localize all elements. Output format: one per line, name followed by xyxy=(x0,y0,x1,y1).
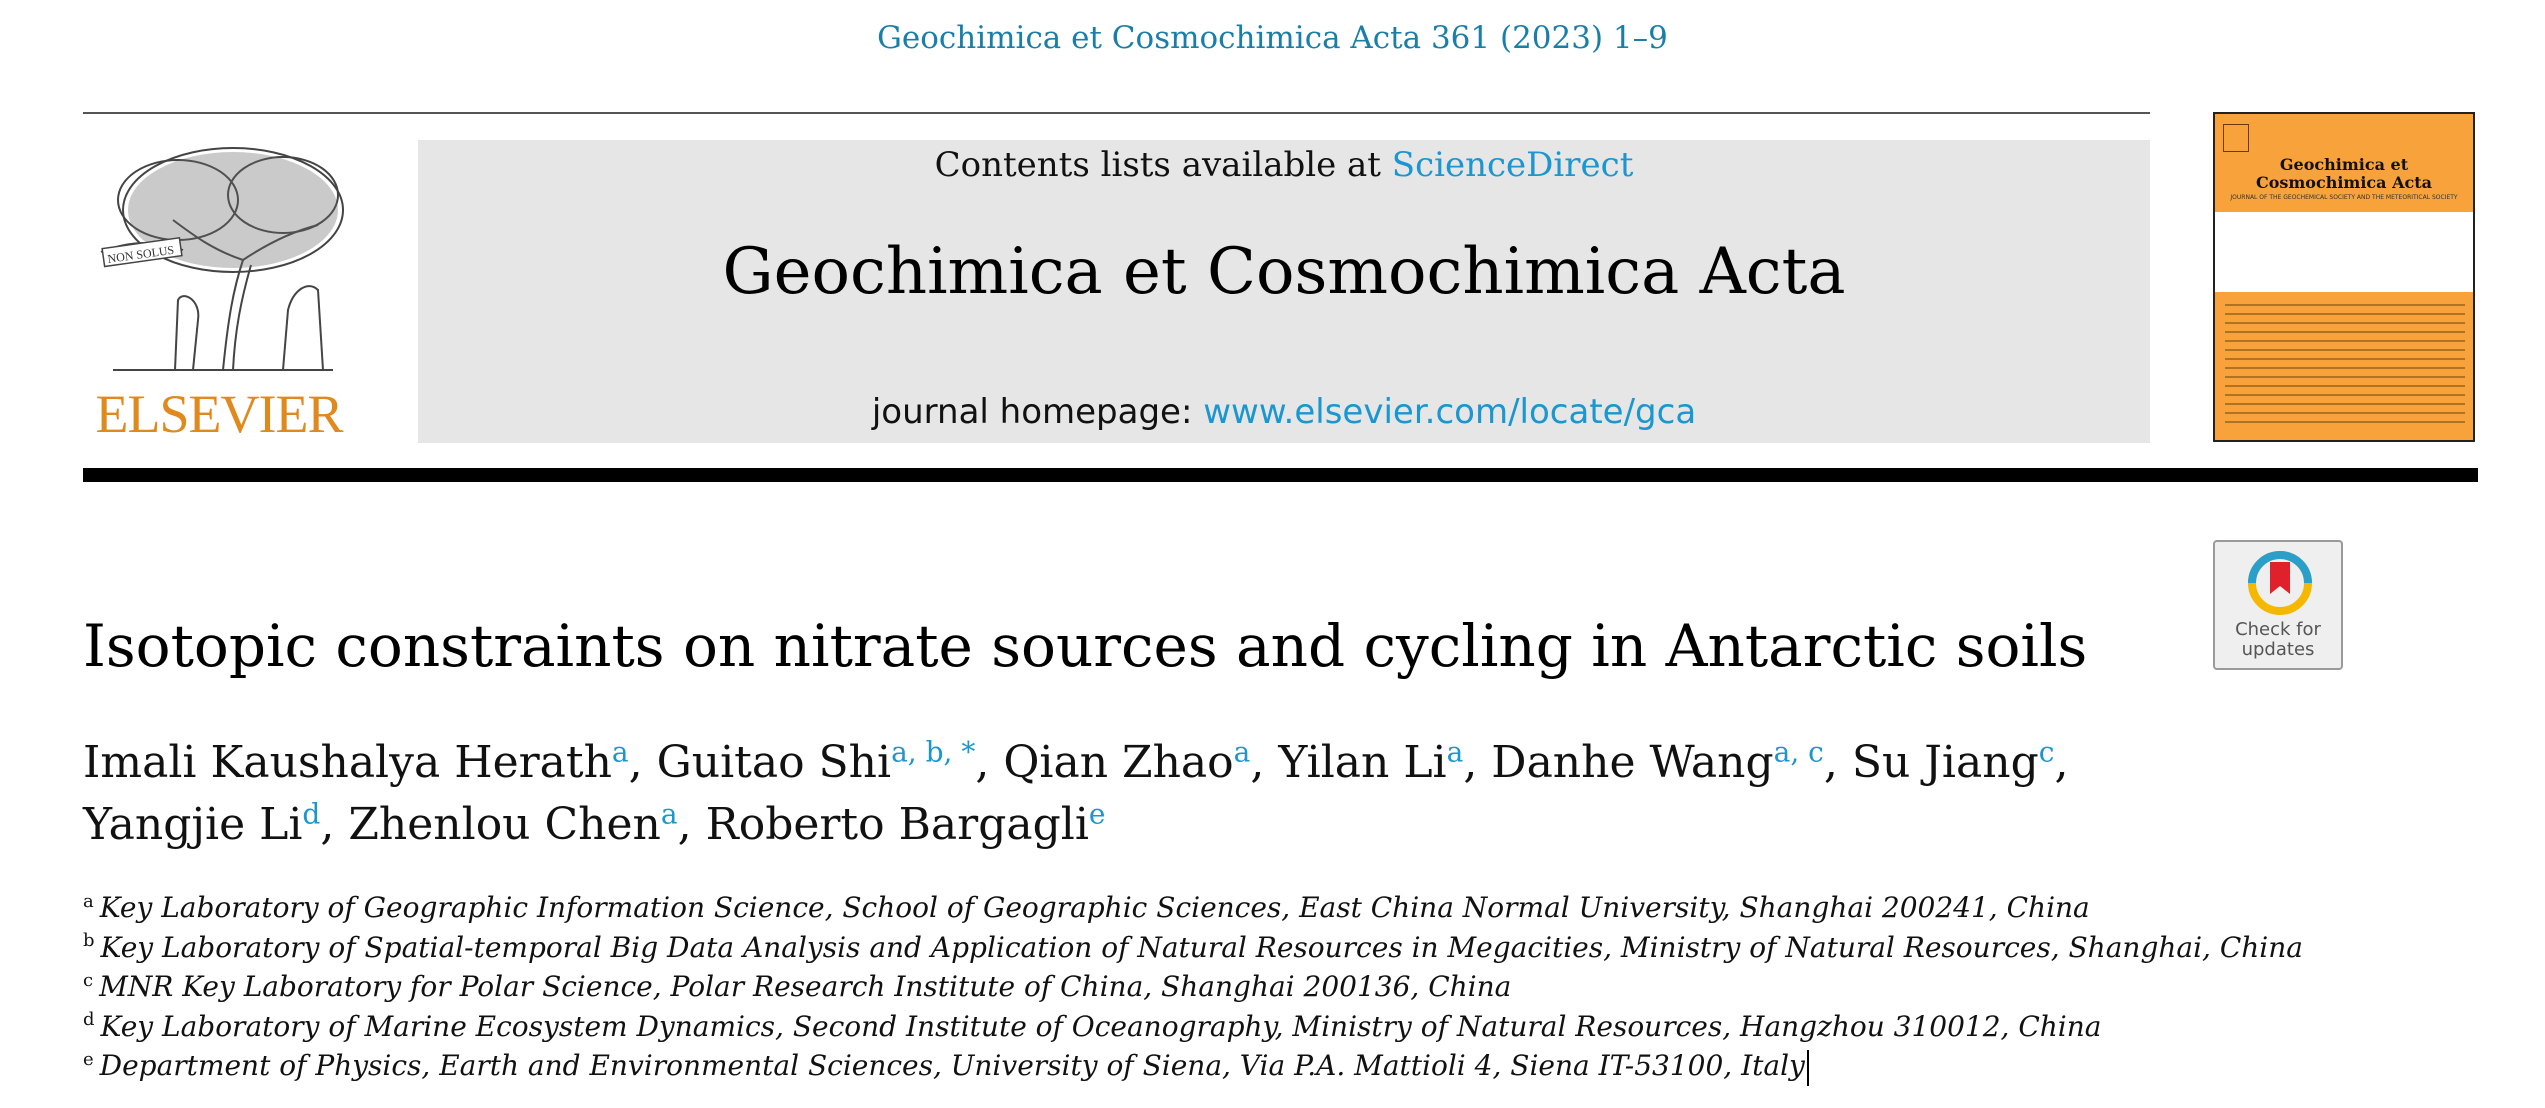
header-bottom-rule xyxy=(83,468,2478,482)
affiliation-item xyxy=(83,1007,2283,1047)
author-affiliation-ref[interactable]: c xyxy=(2038,735,2055,769)
affiliation-item xyxy=(83,967,2283,1007)
author-name[interactable]: Roberto Bargagli xyxy=(705,799,1089,850)
author-separator: , xyxy=(677,799,706,850)
check-for-updates-button[interactable] xyxy=(2213,540,2343,670)
author-name[interactable]: Qian Zhao xyxy=(1003,737,1234,788)
affiliation-item xyxy=(83,928,2303,968)
journal-cover-thumbnail[interactable] xyxy=(2213,112,2475,442)
motto-text: NON SOLUS xyxy=(106,242,175,266)
author-affiliation-ref[interactable]: e xyxy=(1088,797,1106,831)
contents-line xyxy=(418,145,2150,185)
cover-subtitle: JOURNAL OF THE GEOCHEMICAL SOCIETY AND THE METEORITICAL SOCIETY xyxy=(2230,194,2458,201)
text-cursor xyxy=(1807,1050,1809,1086)
author-affiliation-ref[interactable]: a xyxy=(660,797,678,831)
author-affiliation-ref[interactable]: a, b, * xyxy=(891,735,976,769)
homepage-line xyxy=(418,392,2150,432)
author-name[interactable]: Imali Kaushalya Herath xyxy=(83,737,612,788)
tree-icon xyxy=(83,140,355,375)
author-name[interactable]: Yangjie Li xyxy=(83,799,303,850)
affiliation-text: Key Laboratory of Marine Ecosystem Dynamics, Second Institute of Oceanography, Ministry of Natural Resources, Hangzhou 310012, China xyxy=(100,1009,2102,1043)
affiliation-letter: c xyxy=(83,969,94,991)
author-separator: , xyxy=(320,799,349,850)
author-separator: , xyxy=(628,737,657,788)
affiliation-list xyxy=(83,888,2303,1086)
check-updates-line2: updates xyxy=(2241,639,2315,660)
author-affiliation-ref[interactable]: d xyxy=(302,797,321,831)
author-list xyxy=(83,732,2203,856)
affiliation-letter: b xyxy=(83,930,95,952)
sciencedirect-link[interactable]: ScienceDirect xyxy=(1391,145,1634,185)
cover-editors-panel xyxy=(2215,212,2473,292)
author-separator: , xyxy=(975,737,1004,788)
author-affiliation-ref[interactable]: a, c xyxy=(1773,735,1824,769)
check-updates-label xyxy=(2215,620,2341,660)
cover-title: Geochimica et Cosmochimica Acta xyxy=(2255,155,2433,192)
homepage-prefix: journal homepage: xyxy=(871,392,1204,432)
affiliation-text: Key Laboratory of Geographic Information Science, School of Geographic Sciences, East China Normal University, Shanghai 200241, China xyxy=(99,891,2090,924)
author-name[interactable]: Zhenlou Chen xyxy=(348,799,661,850)
journal-title: Geochimica et Cosmochimica Acta xyxy=(722,235,1846,309)
publisher-name: ELSEVIER xyxy=(95,384,343,444)
affiliation-letter: d xyxy=(83,1009,95,1031)
author-separator: , xyxy=(1823,737,1852,788)
author-separator: , xyxy=(2054,737,2069,788)
affiliation-item xyxy=(83,1046,2283,1086)
author-affiliation-ref[interactable]: a xyxy=(611,735,629,769)
author-separator: , xyxy=(1463,737,1492,788)
header-divider xyxy=(83,112,2150,114)
affiliation-text: MNR Key Laboratory for Polar Science, Polar Research Institute of China, Shanghai 200136, China xyxy=(99,970,1512,1003)
journal-citation: Geochimica et Cosmochimica Acta 361 (2023) 1–9 xyxy=(877,20,1668,56)
contents-prefix: Contents lists available at xyxy=(934,145,1392,185)
affiliation-text: Department of Physics, Earth and Environmental Sciences, University of Siena, Via P.A. Mattioli 4, Siena IT-53100, Italy xyxy=(99,1049,1805,1082)
author-name[interactable]: Su Jiang xyxy=(1851,737,2039,788)
author-affiliation-ref[interactable]: a xyxy=(1446,735,1464,769)
affiliation-text: Key Laboratory of Spatial-temporal Big Data Analysis and Application of Natural Resources in Megacities, Ministry of Natural Resources, Shanghai, China xyxy=(100,930,2303,964)
author-separator: , xyxy=(1250,737,1279,788)
affiliation-letter: e xyxy=(83,1048,94,1070)
author-name[interactable]: Yilan Li xyxy=(1278,737,1447,788)
journal-homepage-link[interactable]: www.elsevier.com/locate/gca xyxy=(1203,392,1697,432)
affiliation-letter: a xyxy=(83,890,94,912)
author-affiliation-ref[interactable]: a xyxy=(1233,735,1251,769)
check-updates-line1: Check for xyxy=(2235,619,2321,640)
author-name[interactable]: Danhe Wang xyxy=(1491,737,1774,788)
check-updates-icon xyxy=(2245,548,2315,618)
journal-banner xyxy=(418,140,2150,443)
cover-contents-list xyxy=(2225,304,2465,430)
elsevier-logo[interactable] xyxy=(83,140,355,445)
article-title: Isotopic constraints on nitrate sources and cycling in Antarctic soils xyxy=(83,612,2088,680)
cover-publisher-icon xyxy=(2223,124,2249,152)
author-name[interactable]: Guitao Shi xyxy=(656,737,892,788)
affiliation-item xyxy=(83,888,2283,928)
